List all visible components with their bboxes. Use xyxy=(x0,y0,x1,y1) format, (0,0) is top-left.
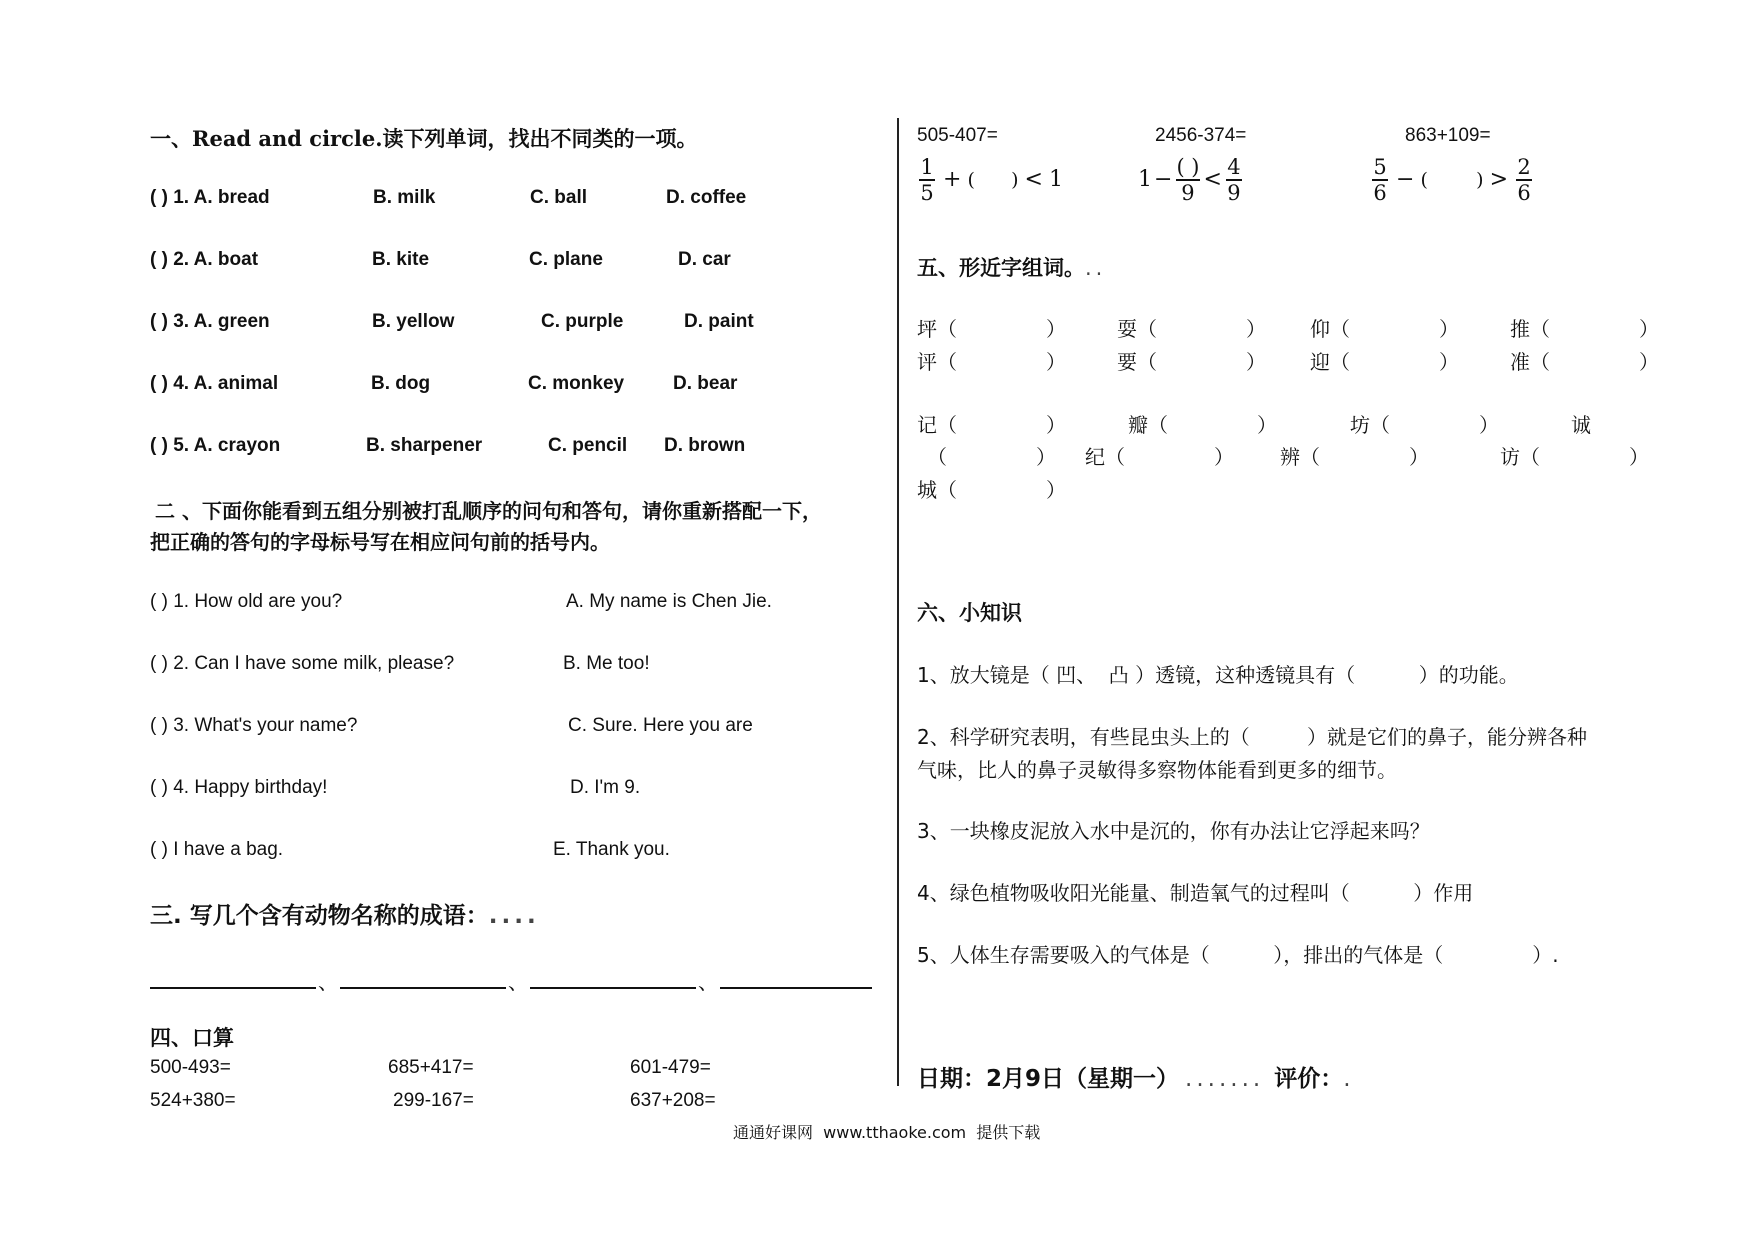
s1-item-4-b: B. dog xyxy=(371,373,431,394)
char-pair-12-blank: （ ） xyxy=(927,445,1057,469)
s2-answer-d: D. I'm 9. xyxy=(570,777,641,798)
s1-item-2-d: D. car xyxy=(678,249,731,270)
idiom-blank-2[interactable] xyxy=(340,987,506,989)
section-5-title xyxy=(917,252,1106,282)
lhs-value: 1 xyxy=(1138,167,1152,193)
s1-item-4-a: ( ) 4. A. animal xyxy=(150,373,279,394)
section-4-title: 四、口算 xyxy=(150,1026,234,1050)
numerator: 4 xyxy=(1227,155,1241,179)
s2-question-2: ( ) 2. Can I have some milk, please? xyxy=(150,653,455,674)
s1-item-2-c: C. plane xyxy=(529,249,603,270)
plus-sign: + xyxy=(943,167,962,193)
s1-item-5-a: ( ) 5. A. crayon xyxy=(150,435,281,456)
evaluation-label: 评价： xyxy=(1274,1066,1344,1092)
s2-answer-b: B. Me too! xyxy=(563,653,650,674)
char-pair-1: 坪（ ） xyxy=(917,317,1067,341)
fraction-inequality-1 xyxy=(917,155,1063,205)
s1-item-3-d: D. paint xyxy=(684,311,754,332)
idiom-separator-3: 、 xyxy=(698,970,718,994)
date-line xyxy=(917,1060,1355,1093)
numerator: 5 xyxy=(1373,155,1387,179)
numerator-blank[interactable]: ( ) xyxy=(1176,155,1200,179)
section-2-title-line-2: 把正确的答句的字母标号写在相应问句前的括号内。 xyxy=(150,530,610,554)
denominator: 9 xyxy=(1227,180,1241,205)
s1-item-2-b: B. kite xyxy=(372,249,430,270)
section-1-title: 一、Read and circle.读下列单词，找出不同类的一项。 xyxy=(150,126,698,151)
char-pair-9: 记（ ） xyxy=(917,413,1067,437)
fraction-inequality-3 xyxy=(1370,155,1534,205)
char-pair-7: 迎（ ） xyxy=(1310,350,1460,374)
column-divider xyxy=(897,118,899,1086)
denominator: 6 xyxy=(1373,180,1387,205)
s1-item-1-c: C. ball xyxy=(530,187,588,208)
calc-6: 637+208= xyxy=(630,1090,716,1111)
minus-sign: − xyxy=(1396,167,1415,193)
numerator: 1 xyxy=(920,155,934,179)
char-pair-16: 城（ ） xyxy=(917,478,1067,502)
char-pair-11: 坊（ ） xyxy=(1350,413,1500,437)
calc-4: 524+380= xyxy=(150,1090,236,1111)
s2-answer-c: C. Sure. Here you are xyxy=(568,715,753,736)
minus-sign: − xyxy=(1154,167,1173,193)
dot-leader: .... xyxy=(488,903,540,929)
section-3-title xyxy=(150,897,540,930)
rhs-value: 1 xyxy=(1048,167,1063,193)
fraction-two-sixths xyxy=(1516,155,1532,205)
calc-9: 863+109= xyxy=(1405,125,1491,146)
s2-question-1: ( ) 1. How old are you? xyxy=(150,591,343,612)
date-label: 日期：2月9日（星期一） xyxy=(917,1066,1180,1092)
knowledge-q3: 3、一块橡皮泥放入水中是沉的，你有办法让它浮起来吗？ xyxy=(917,819,1430,843)
numerator: 2 xyxy=(1517,155,1531,179)
s1-item-5-c: C. pencil xyxy=(548,435,628,456)
calc-5: 299-167= xyxy=(393,1090,474,1111)
greater-than-sign: > xyxy=(1489,167,1509,193)
char-pair-14: 辨（ ） xyxy=(1280,445,1430,469)
less-than-sign: < xyxy=(1203,167,1222,193)
fraction-five-sixths xyxy=(1372,155,1388,205)
calc-3: 601-479= xyxy=(630,1057,711,1078)
section-2-title-line-1: 二 、下面你能看到五组分别被打乱顺序的问句和答句，请你重新搭配一下， xyxy=(155,499,822,523)
fraction-blank-ninths[interactable] xyxy=(1176,155,1199,205)
knowledge-q1: 1、放大镜是（ 凹、 凸 ）透镜，这种透镜具有（ ）的功能。 xyxy=(917,663,1519,687)
s1-item-1-b: B. milk xyxy=(373,187,436,208)
denominator: 9 xyxy=(1181,180,1195,205)
idiom-separator-2: 、 xyxy=(508,970,528,994)
fraction-one-fifth xyxy=(919,155,935,205)
knowledge-q2-line-1: 2、科学研究表明，有些昆虫头上的（ ）就是它们的鼻子，能分辨各种 xyxy=(917,725,1587,749)
s1-item-5-b: B. sharpener xyxy=(366,435,483,456)
fraction-inequality-2 xyxy=(1138,155,1244,205)
less-than-sign: < xyxy=(1024,167,1043,193)
dot-leader: . xyxy=(1343,1066,1355,1092)
char-pair-10: 瓣（ ） xyxy=(1128,413,1278,437)
knowledge-q4: 4、绿色植物吸收阳光能量、制造氧气的过程叫（ ）作用 xyxy=(917,881,1474,905)
dot-leader: ....... xyxy=(1185,1066,1265,1092)
s1-item-3-b: B. yellow xyxy=(372,311,455,332)
s1-item-5-d: D. brown xyxy=(664,435,746,456)
section-6-title: 六、小知识 xyxy=(917,601,1022,625)
char-pair-13: 纪（ ） xyxy=(1085,445,1235,469)
char-pair-12: 诚 xyxy=(1571,413,1591,437)
s1-item-2-a: ( ) 2. A. boat xyxy=(150,249,259,270)
idiom-separator-1: 、 xyxy=(318,970,338,994)
s2-answer-a: A. My name is Chen Jie. xyxy=(566,591,772,612)
idiom-blank-3[interactable] xyxy=(530,987,696,989)
dot-leader: .. xyxy=(1085,256,1107,280)
calc-1: 500-493= xyxy=(150,1057,231,1078)
s1-item-3-a: ( ) 3. A. green xyxy=(150,311,270,332)
s2-question-4: ( ) 4. Happy birthday! xyxy=(150,777,328,798)
char-pair-6: 要（ ） xyxy=(1117,350,1267,374)
knowledge-q2-line-2: 气味，比人的鼻子灵敏得多察物体能看到更多的细节。 xyxy=(917,758,1397,782)
s2-answer-e: E. Thank you. xyxy=(553,839,670,860)
calc-2: 685+417= xyxy=(388,1057,474,1078)
calc-7: 505-407= xyxy=(917,125,998,146)
s1-item-4-c: C. monkey xyxy=(528,373,625,394)
calc-8: 2456-374= xyxy=(1155,125,1247,146)
section-3-title-text: 三. 写几个含有动物名称的成语： xyxy=(150,903,489,929)
s2-question-5: ( ) I have a bag. xyxy=(150,839,284,860)
s2-question-3: ( ) 3. What's your name? xyxy=(150,715,358,736)
s1-item-1-a: ( ) 1. A. bread xyxy=(150,187,270,208)
s1-item-3-c: C. purple xyxy=(541,311,624,332)
fraction-four-ninths xyxy=(1226,155,1242,205)
denominator: 5 xyxy=(920,180,934,205)
char-pair-4: 推（ ） xyxy=(1510,317,1660,341)
char-pair-8: 准（ ） xyxy=(1510,350,1660,374)
denominator: 6 xyxy=(1517,180,1531,205)
section-5-title-text: 五、形近字组词。 xyxy=(917,256,1085,280)
s1-item-4-d: D. bear xyxy=(673,373,738,394)
answer-blank[interactable]: ( ) xyxy=(1420,168,1484,191)
idiom-blank-4[interactable] xyxy=(720,987,872,989)
s1-item-1-d: D. coffee xyxy=(666,187,747,208)
source-footer: 通通好课网 www.tthaoke.com 提供下载 xyxy=(733,1123,1041,1142)
char-pair-5: 评（ ） xyxy=(917,350,1067,374)
char-pair-15: 访（ ） xyxy=(1500,445,1650,469)
char-pair-3: 仰（ ） xyxy=(1310,317,1460,341)
char-pair-2: 耍（ ） xyxy=(1117,317,1267,341)
knowledge-q5: 5、人体生存需要吸入的气体是（ ），排出的气体是（ ）. xyxy=(917,943,1559,967)
answer-blank[interactable]: ( ) xyxy=(967,168,1019,191)
idiom-blank-1[interactable] xyxy=(150,987,316,989)
